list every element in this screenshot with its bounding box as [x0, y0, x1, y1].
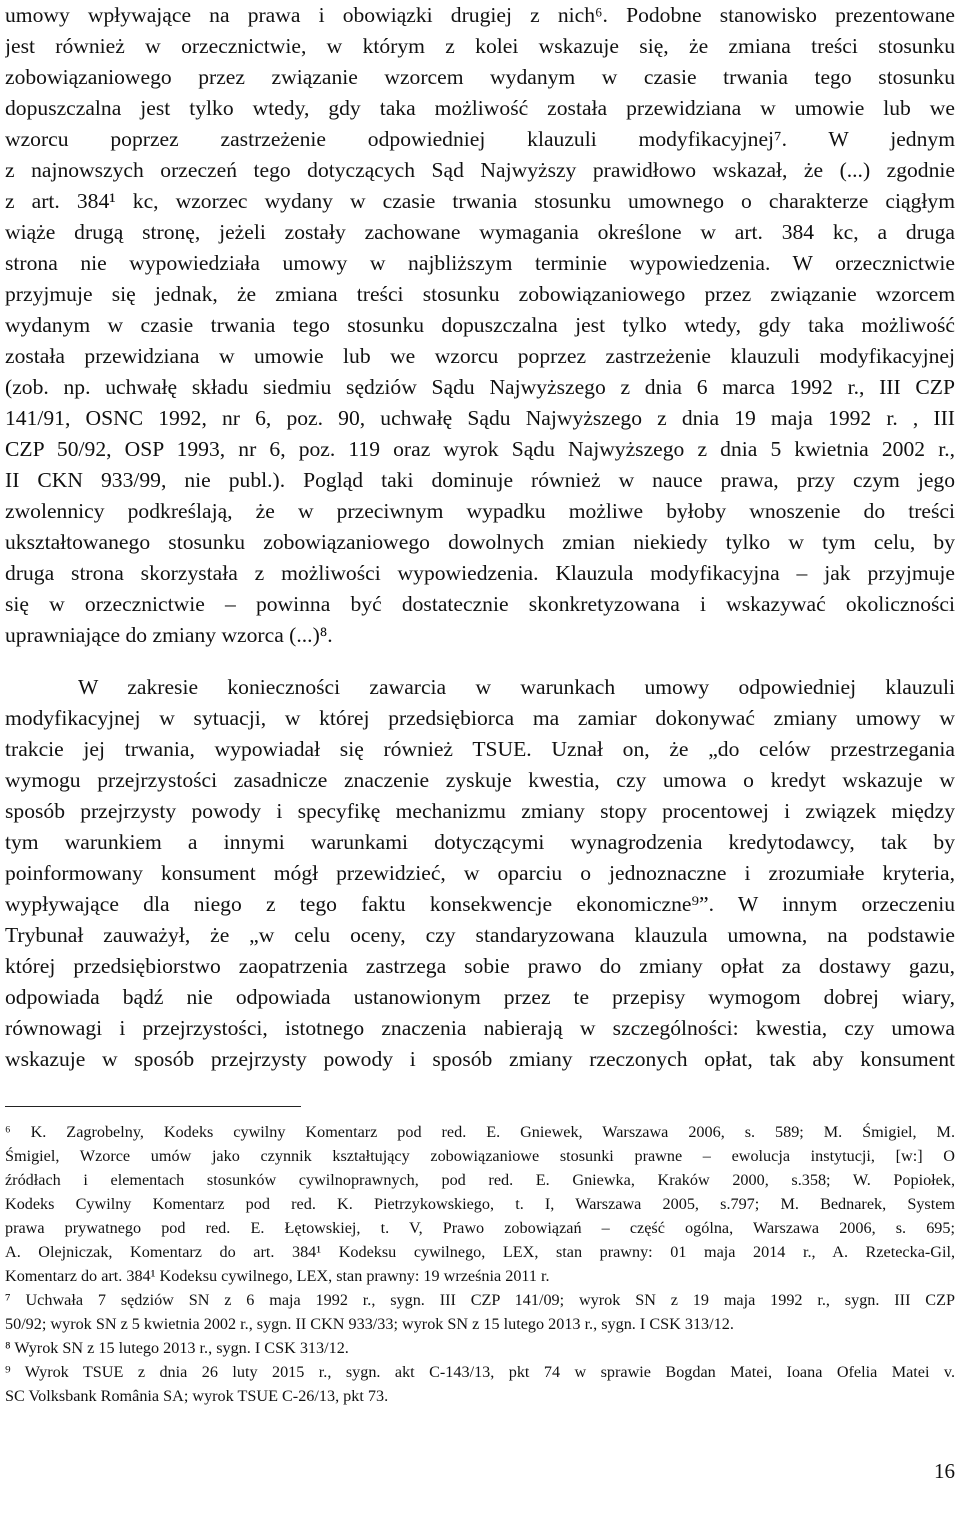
page-number: 16 [934, 1459, 955, 1483]
body-line: której przedsiębiorstwo zaopatrzenia zastrzega sobie prawo do zmiany opłat za dostawy gazu, [5, 954, 955, 978]
body-line: zwolennicy podkreślają, że w przeciwnym wypadku możliwe byłoby wnoszenie do treści [5, 499, 955, 523]
body-line: 141/91, OSNC 1992, nr 6, poz. 90, uchwałę Sądu Najwyższego z dnia 19 maja 1992 r. , III [5, 406, 955, 430]
body-line: wskazuje w sposób przejrzysty powody i sposób zmiany rzeczonych opłat, tak aby konsument [5, 1047, 955, 1071]
body-line: wzorcu poprzez zastrzeżenie odpowiedniej klauzuli modyfikacyjnej⁷. W jednym [5, 127, 955, 151]
footnote-line: prawa prywatnego pod red. E. Łętowskiej, t. V, Prawo zobowiązań – część ogólna, Warszawa 2006, s. 695; [5, 1219, 955, 1237]
footnote-line: ⁸ Wyrok SN z 15 lutego 2013 r., sygn. I CSK 313/12. [5, 1339, 349, 1357]
footnote-line: źródłach i elementach stosunków cywilnoprawnych, pod red. E. Gniewka, Kraków 2000, s.358; W. Popiołek, [5, 1171, 955, 1189]
body-line: wiąże drugą stronę, jeżeli zostały zachowane wymagania określone w art. 384 kc, a druga [5, 220, 955, 244]
body-line: druga strona skorzystała z możliwości wypowiedzenia. Klauzula modyfikacyjna – jak przyjmuje [5, 561, 955, 585]
footnote-line: A. Olejniczak, Komentarz do art. 384¹ Kodeksu cywilnego, LEX, stan prawny: 01 maja 2014 r., A. Rzetecka-Gil, [5, 1243, 955, 1261]
footnote-line: 50/92; wyrok SN z 5 kwietnia 2002 r., sygn. II CKN 933/33; wyrok SN z 15 lutego 2013 r., sygn. I CSK 313/12. [5, 1315, 734, 1333]
body-line: uprawniające do zmiany wzorca (...)⁸. [5, 623, 333, 647]
body-line: strona nie wypowiedziała umowy w najbliższym terminie wypowiedzenia. W orzecznictwie [5, 251, 955, 275]
body-line: wypływające dla niego z tego faktu konsekwencje ekonomiczne⁹”. W innym orzeczeniu [5, 892, 955, 916]
footnote-line: ⁶ K. Zagrobelny, Kodeks cywilny Komentarz pod red. E. Gniewek, Warszawa 2006, s. 589; M. Śmigiel, M. [5, 1123, 955, 1141]
footnote-line: ⁷ Uchwała 7 sędziów SN z 6 maja 1992 r., sygn. III CZP 141/09; wyrok SN z 19 maja 1992 r., sygn. III CZP [5, 1291, 955, 1309]
body-line: dopuszczalna jest tylko wtedy, gdy taka możliwość została przewidziana w umowie lub we [5, 96, 955, 120]
body-line: sposób przejrzysty powody i specyfikę mechanizmu zmiany stopy procentowej i związek między [5, 799, 955, 823]
body-line: odpowiada bądź nie odpowiada ustanowionym przez te przepisy wymogom dobrej wiary, [5, 985, 955, 1009]
body-line: została przewidziana w umowie lub we wzorcu poprzez zastrzeżenie klauzuli modyfikacyjnej [5, 344, 955, 368]
body-line: z art. 384¹ kc, wzorzec wydany w czasie trwania stosunku umownego o charakterze ciągłym [5, 189, 955, 213]
body-line: (zob. np. uchwałę składu siedmiu sędziów Sądu Najwyższego z dnia 6 marca 1992 r., III CZP [5, 375, 955, 399]
body-line: z najnowszych orzeczeń tego dotyczących Sąd Najwyższy prawidłowo wskazał, że (...) zgodnie [5, 158, 955, 182]
footnote-line: Komentarz do art. 384¹ Kodeksu cywilnego, LEX, stan prawny: 19 września 2011 r. [5, 1267, 550, 1285]
paragraph-first-line: W zakresie konieczności zawarcia w warunkach umowy odpowiedniej klauzuli [78, 675, 955, 699]
footnote-line: SC Volksbank România SA; wyrok TSUE C-26/13, pkt 73. [5, 1387, 389, 1405]
body-line: umowy wpływające na prawa i obowiązki drugiej z nich⁶. Podobne stanowisko prezentowane [5, 3, 955, 27]
body-line: równowagi i przejrzystości, istotnego znaczenia nabierają w szczególności: kwestia, czy umowa [5, 1016, 955, 1040]
body-line: modyfikacyjnej w sytuacji, w której przedsiębiorca ma zamiar dokonywać zmiany umowy w [5, 706, 955, 730]
body-line: ukształtowanego stosunku zobowiązaniowego dowolnych zmian niekiedy tylko w tym celu, by [5, 530, 955, 554]
body-line: przyjmuje się jednak, że zmiana treści stosunku zobowiązaniowego przez związanie wzorcem [5, 282, 955, 306]
body-line: wydanym w czasie trwania tego stosunku dopuszczalna jest tylko wtedy, gdy taka możliwość [5, 313, 955, 337]
footnote-line: Śmigiel, Wzorce umów jako czynnik kształtujący zobowiązaniowe stosunki prawne – ewolucja instytucji, [w:] O [5, 1147, 955, 1165]
body-line: tym warunkiem a innymi warunkami dotyczącymi wynagrodzenia kredytodawcy, tak by [5, 830, 955, 854]
body-line: trakcie jej trwania, wypowiadał się również TSUE. Uznał on, że „do celów przestrzegania [5, 737, 955, 761]
body-line: II CKN 933/99, nie publ.). Pogląd taki dominuje również w nauce prawa, przy czym jego [5, 468, 955, 492]
body-line: zobowiązaniowego przez związanie wzorcem wydanym w czasie trwania tego stosunku [5, 65, 955, 89]
footnote-separator [5, 1106, 301, 1107]
body-line: się w orzecznictwie – powinna być dostatecznie skonkretyzowana i wskazywać okoliczności [5, 592, 955, 616]
footnote-line: Kodeks Cywilny Komentarz pod red. K. Pietrzykowskiego, t. I, Warszawa 2005, s.797; M. Bednarek, System [5, 1195, 955, 1213]
body-line: jest również w orzecznictwie, w którym z kolei wskazuje się, że zmiana treści stosunku [5, 34, 955, 58]
body-line: Trybunał zauważył, że „w celu oceny, czy standaryzowana klauzula umowna, na podstawie [5, 923, 955, 947]
footnote-line: ⁹ Wyrok TSUE z dnia 26 luty 2015 r., sygn. akt C-143/13, pkt 74 w sprawie Bogdan Matei, Ioana Ofelia Matei v. [5, 1363, 955, 1381]
body-line: wymogu przejrzystości zasadnicze znaczenie zyskuje kwestia, czy umowa o kredyt wskazuje w [5, 768, 955, 792]
body-line: poinformowany konsument mógł przewidzieć, w oparciu o jednoznaczne i zrozumiałe kryteria, [5, 861, 955, 885]
body-line: CZP 50/92, OSP 1993, nr 6, poz. 119 oraz wyrok Sądu Najwyższego z dnia 5 kwietnia 2002 r., [5, 437, 955, 461]
